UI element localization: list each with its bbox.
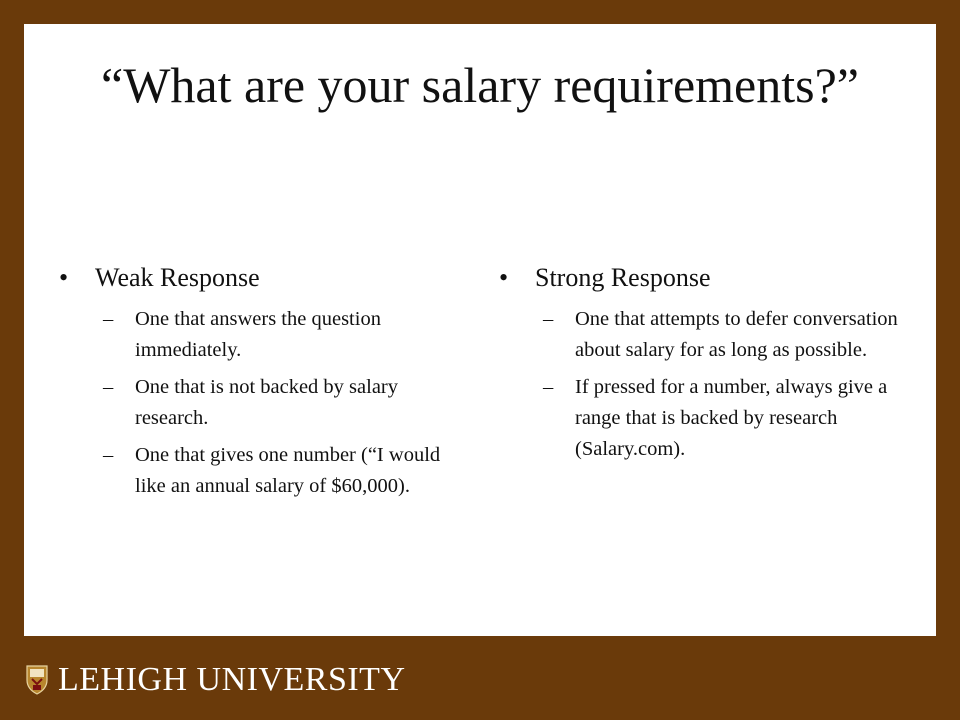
strong-response-column <box>499 262 899 471</box>
dash-icon: – <box>103 308 114 330</box>
weak-response-heading: Weak Response <box>95 263 260 292</box>
strong-response-list <box>499 304 899 465</box>
list-item <box>59 304 474 366</box>
list-item-text: One that answers the question immediately. <box>135 308 381 361</box>
dash-icon: – <box>103 444 114 466</box>
list-item <box>499 372 899 465</box>
strong-response-heading: Strong Response <box>535 263 711 292</box>
list-item-text: One that is not backed by salary research. <box>135 376 399 429</box>
slide-title: “What are your salary requirements?” <box>101 57 859 113</box>
bullet-icon: • <box>59 263 69 292</box>
footer-logo <box>26 656 406 704</box>
weak-response-heading-bullet <box>59 262 474 294</box>
list-item-text: One that attempts to defer conversation about salary for as long as possible. <box>575 308 898 361</box>
bullet-icon: • <box>499 263 509 292</box>
list-item-text: One that gives one number (“I would like an annual salary of $60,000). <box>135 444 441 497</box>
university-shield-icon <box>26 665 48 695</box>
strong-response-heading-bullet <box>499 262 899 294</box>
weak-response-list <box>59 304 474 502</box>
list-item <box>499 304 899 366</box>
university-name: LEHIGH UNIVERSITY <box>58 661 406 698</box>
list-item <box>59 440 474 502</box>
list-item <box>59 372 474 434</box>
dash-icon: – <box>543 308 554 330</box>
content-panel <box>24 24 936 636</box>
weak-response-column <box>59 262 474 508</box>
list-item-text: If pressed for a number, always give a range that is backed by research (Salary.com). <box>575 376 888 460</box>
dash-icon: – <box>543 376 554 398</box>
dash-icon: – <box>103 376 114 398</box>
